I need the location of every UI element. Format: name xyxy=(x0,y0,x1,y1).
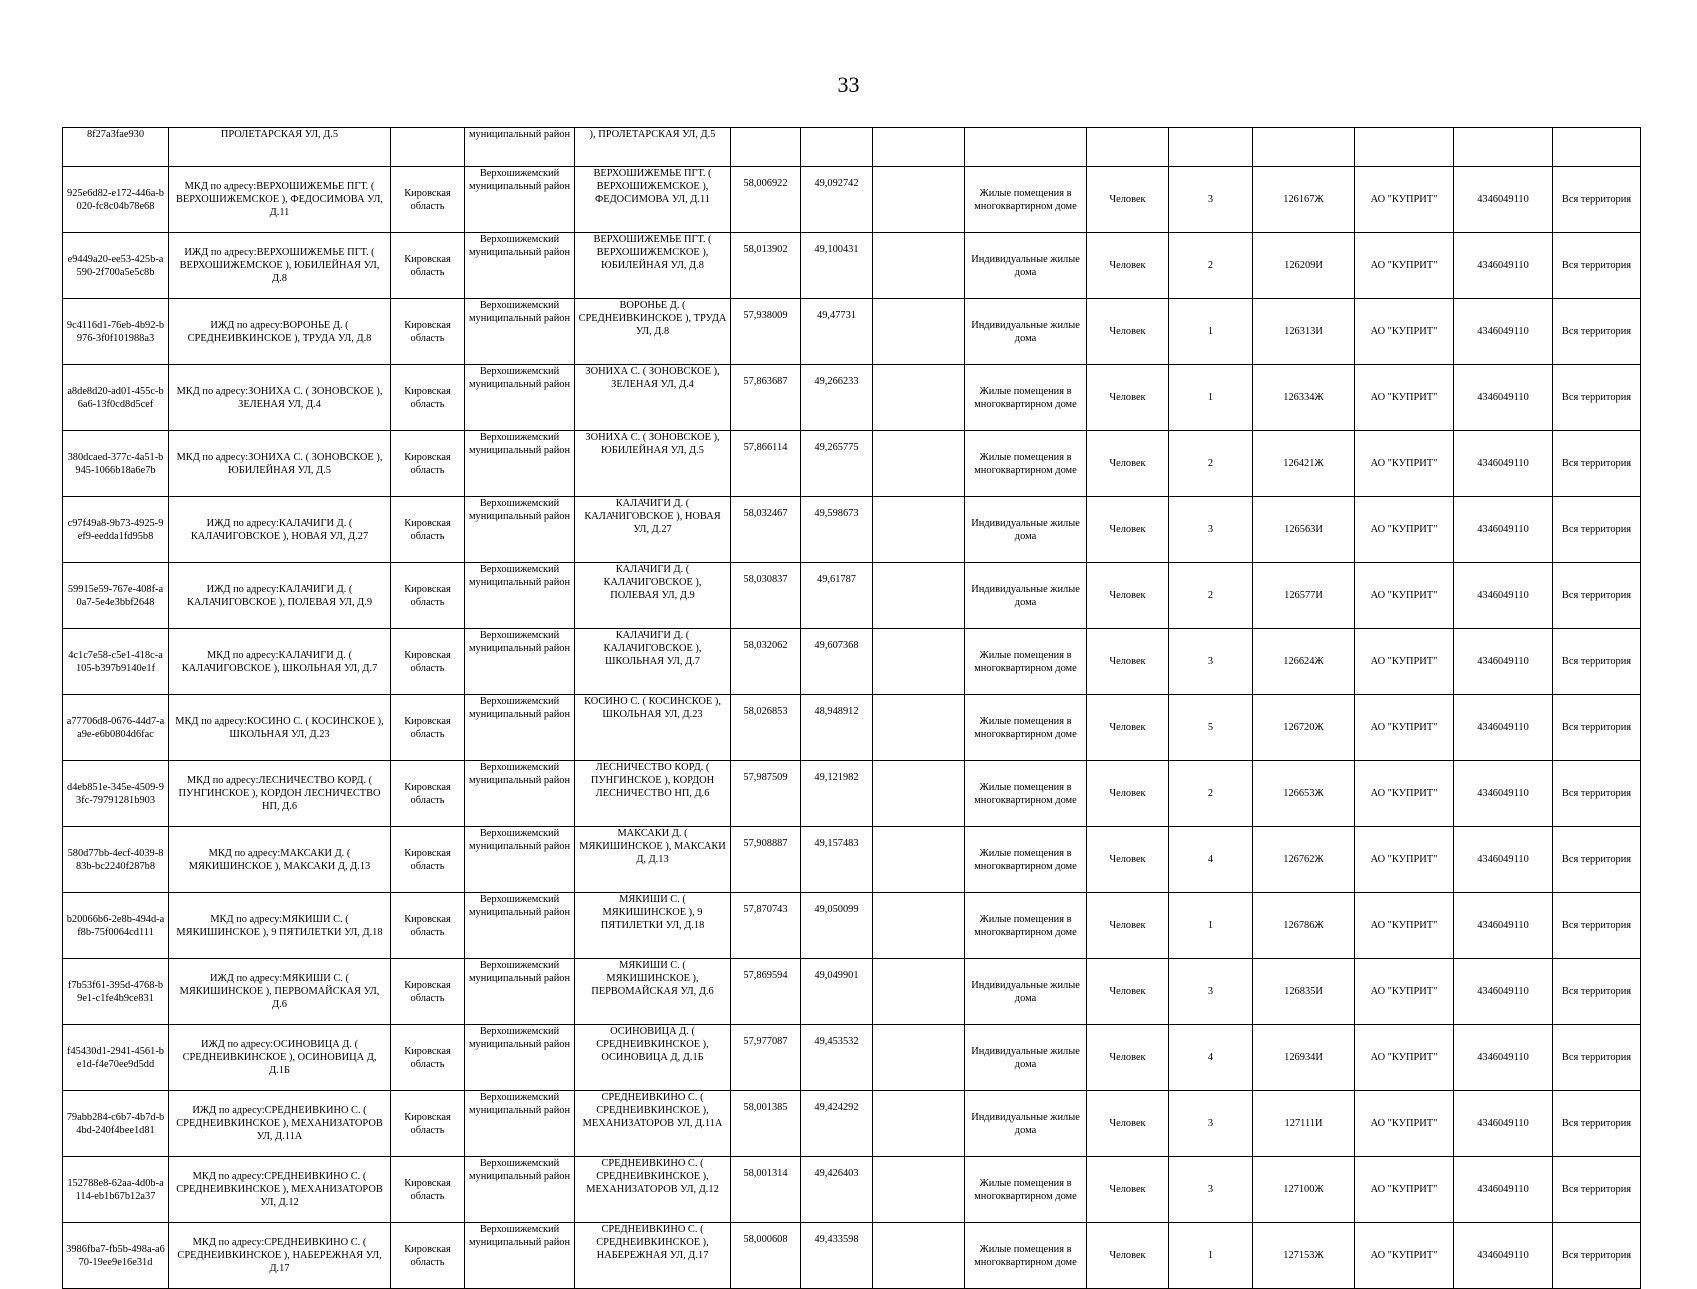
cell-territory xyxy=(1553,128,1641,167)
cell-unit: Человек xyxy=(1087,167,1169,233)
cell-object-id: e9449a20-ee53-425b-a590-2f700a5e5c8b xyxy=(63,233,169,299)
cell-object-id: f7b53f61-395d-4768-b9e1-c1fe4b9ce831 xyxy=(63,959,169,1025)
cell-latitude: 57,869594 xyxy=(731,959,801,1025)
cell-empty xyxy=(873,959,965,1025)
cell-unit: Человек xyxy=(1087,563,1169,629)
cell-address: ), ПРОЛЕТАРСКАЯ УЛ, Д.5 xyxy=(575,128,731,167)
cell-empty xyxy=(873,233,965,299)
table-row xyxy=(63,167,1641,233)
cell-inn: 4346049110 xyxy=(1454,431,1553,497)
cell-address: СРЕДНЕИВКИНО С. ( СРЕДНЕИВКИНСКОЕ ), МЕХАНИЗАТОРОВ УЛ, Д.12 xyxy=(575,1157,731,1223)
cell-code: 126835И xyxy=(1253,959,1355,1025)
cell-inn: 4346049110 xyxy=(1454,695,1553,761)
cell-territory: Вся территория xyxy=(1553,563,1641,629)
cell-housing-type: Индивидуальные жилые дома xyxy=(965,299,1087,365)
cell-code: 127111И xyxy=(1253,1091,1355,1157)
page-number: 33 xyxy=(837,72,860,97)
cell-object-name: ИЖД по адресу:МЯКИШИ С. ( МЯКИШИНСКОЕ ), ПЕРВОМАЙСКАЯ УЛ, Д.6 xyxy=(169,959,391,1025)
cell-unit: Человек xyxy=(1087,365,1169,431)
cell-code: 126762Ж xyxy=(1253,827,1355,893)
cell-empty xyxy=(873,563,965,629)
cell-organization: АО "КУПРИТ" xyxy=(1355,959,1454,1025)
cell-region: Кировская область xyxy=(391,167,465,233)
cell-object-id: 59915e59-767e-408f-a0a7-5e4e3bbf2648 xyxy=(63,563,169,629)
registry-table xyxy=(62,127,1641,1289)
cell-district: Верхошижемский муниципальный район xyxy=(465,959,575,1025)
cell-longitude: 49,598673 xyxy=(801,497,873,563)
cell-object-name: ИЖД по адресу:ВОРОНЬЕ Д. ( СРЕДНЕИВКИНСКОЕ ), ТРУДА УЛ, Д.8 xyxy=(169,299,391,365)
cell-territory: Вся территория xyxy=(1553,1157,1641,1223)
cell-region: Кировская область xyxy=(391,563,465,629)
cell-housing-type: Индивидуальные жилые дома xyxy=(965,497,1087,563)
cell-district: Верхошижемский муниципальный район xyxy=(465,233,575,299)
cell-code: 126720Ж xyxy=(1253,695,1355,761)
cell-longitude xyxy=(801,128,873,167)
cell-housing-type: Жилые помещения в многоквартирном доме xyxy=(965,1223,1087,1289)
cell-district: Верхошижемский муниципальный район xyxy=(465,497,575,563)
cell-organization: АО "КУПРИТ" xyxy=(1355,695,1454,761)
cell-inn: 4346049110 xyxy=(1454,1223,1553,1289)
cell-object-id: 3986fba7-fb5b-498a-a670-19ee9e16e31d xyxy=(63,1223,169,1289)
cell-inn: 4346049110 xyxy=(1454,563,1553,629)
cell-territory: Вся территория xyxy=(1553,1025,1641,1091)
cell-unit: Человек xyxy=(1087,893,1169,959)
cell-empty xyxy=(873,1157,965,1223)
cell-code: 126563И xyxy=(1253,497,1355,563)
cell-region: Кировская область xyxy=(391,1223,465,1289)
cell-object-name: МКД по адресу:МАКСАКИ Д. ( МЯКИШИНСКОЕ ), МАКСАКИ Д, Д.13 xyxy=(169,827,391,893)
table-row xyxy=(63,827,1641,893)
cell-inn: 4346049110 xyxy=(1454,299,1553,365)
cell-code: 126653Ж xyxy=(1253,761,1355,827)
cell-code: 126209И xyxy=(1253,233,1355,299)
cell-empty xyxy=(873,128,965,167)
cell-address: ВОРОНЬЕ Д. ( СРЕДНЕИВКИНСКОЕ ), ТРУДА УЛ, Д.8 xyxy=(575,299,731,365)
cell-inn: 4346049110 xyxy=(1454,959,1553,1025)
cell-housing-type: Жилые помещения в многоквартирном доме xyxy=(965,167,1087,233)
cell-latitude: 58,030837 xyxy=(731,563,801,629)
cell-district: Верхошижемский муниципальный район xyxy=(465,1091,575,1157)
cell-district: Верхошижемский муниципальный район xyxy=(465,365,575,431)
cell-latitude: 58,001314 xyxy=(731,1157,801,1223)
cell-housing-type: Жилые помещения в многоквартирном доме xyxy=(965,761,1087,827)
cell-quantity: 1 xyxy=(1169,1223,1253,1289)
table-row xyxy=(63,128,1641,167)
cell-quantity: 2 xyxy=(1169,233,1253,299)
cell-district: Верхошижемский муниципальный район xyxy=(465,299,575,365)
cell-district: Верхошижемский муниципальный район xyxy=(465,761,575,827)
cell-code: 126313И xyxy=(1253,299,1355,365)
cell-unit: Человек xyxy=(1087,299,1169,365)
cell-object-id: 152788e8-62aa-4d0b-a114-eb1b67b12a37 xyxy=(63,1157,169,1223)
cell-organization: АО "КУПРИТ" xyxy=(1355,1223,1454,1289)
cell-region: Кировская область xyxy=(391,299,465,365)
cell-housing-type xyxy=(965,128,1087,167)
cell-object-id: 380dcaed-377c-4a51-b945-1066b18a6e7b xyxy=(63,431,169,497)
cell-housing-type: Индивидуальные жилые дома xyxy=(965,1091,1087,1157)
cell-region: Кировская область xyxy=(391,1157,465,1223)
cell-unit: Человек xyxy=(1087,827,1169,893)
cell-address: ВЕРХОШИЖЕМЬЕ ПГТ. ( ВЕРХОШИЖЕМСКОЕ ), ФЕДОСИМОВА УЛ, Д.11 xyxy=(575,167,731,233)
cell-region: Кировская область xyxy=(391,431,465,497)
cell-latitude: 58,032467 xyxy=(731,497,801,563)
cell-district: Верхошижемский муниципальный район xyxy=(465,893,575,959)
cell-latitude xyxy=(731,128,801,167)
table-row xyxy=(63,695,1641,761)
cell-object-name: МКД по адресу:СРЕДНЕИВКИНО С. ( СРЕДНЕИВКИНСКОЕ ), МЕХАНИЗАТОРОВ УЛ, Д.12 xyxy=(169,1157,391,1223)
cell-code: 126624Ж xyxy=(1253,629,1355,695)
cell-object-id: 79abb284-c6b7-4b7d-b4bd-240f4bee1d81 xyxy=(63,1091,169,1157)
table-row xyxy=(63,1157,1641,1223)
cell-address: МАКСАКИ Д. ( МЯКИШИНСКОЕ ), МАКСАКИ Д, Д.13 xyxy=(575,827,731,893)
cell-address: СРЕДНЕИВКИНО С. ( СРЕДНЕИВКИНСКОЕ ), МЕХАНИЗАТОРОВ УЛ, Д.11А xyxy=(575,1091,731,1157)
cell-longitude: 49,453532 xyxy=(801,1025,873,1091)
cell-organization: АО "КУПРИТ" xyxy=(1355,761,1454,827)
cell-district: Верхошижемский муниципальный район xyxy=(465,629,575,695)
cell-code xyxy=(1253,128,1355,167)
cell-housing-type: Индивидуальные жилые дома xyxy=(965,959,1087,1025)
cell-address: ОСИНОВИЦА Д. ( СРЕДНЕИВКИНСКОЕ ), ОСИНОВИЦА Д, Д.1Б xyxy=(575,1025,731,1091)
cell-district: Верхошижемский муниципальный район xyxy=(465,563,575,629)
cell-object-name: ИЖД по адресу:ОСИНОВИЦА Д. ( СРЕДНЕИВКИНСКОЕ ), ОСИНОВИЦА Д, Д.1Б xyxy=(169,1025,391,1091)
cell-empty xyxy=(873,893,965,959)
cell-region: Кировская область xyxy=(391,1025,465,1091)
table-row xyxy=(63,233,1641,299)
cell-territory: Вся территория xyxy=(1553,299,1641,365)
cell-territory: Вся территория xyxy=(1553,959,1641,1025)
cell-longitude: 49,265775 xyxy=(801,431,873,497)
cell-latitude: 58,013902 xyxy=(731,233,801,299)
cell-longitude: 49,433598 xyxy=(801,1223,873,1289)
cell-region: Кировская область xyxy=(391,827,465,893)
cell-district: Верхошижемский муниципальный район xyxy=(465,827,575,893)
cell-empty xyxy=(873,1025,965,1091)
cell-unit: Человек xyxy=(1087,1025,1169,1091)
cell-latitude: 57,863687 xyxy=(731,365,801,431)
cell-object-name: ПРОЛЕТАРСКАЯ УЛ, Д.5 xyxy=(169,128,391,167)
cell-unit: Человек xyxy=(1087,1223,1169,1289)
cell-inn: 4346049110 xyxy=(1454,167,1553,233)
cell-unit: Человек xyxy=(1087,431,1169,497)
cell-latitude: 58,026853 xyxy=(731,695,801,761)
table-row xyxy=(63,1025,1641,1091)
cell-housing-type: Жилые помещения в многоквартирном доме xyxy=(965,827,1087,893)
cell-district: Верхошижемский муниципальный район xyxy=(465,695,575,761)
cell-housing-type: Жилые помещения в многоквартирном доме xyxy=(965,695,1087,761)
cell-territory: Вся территория xyxy=(1553,893,1641,959)
cell-region: Кировская область xyxy=(391,497,465,563)
cell-unit: Человек xyxy=(1087,959,1169,1025)
table-body xyxy=(63,128,1641,1289)
cell-housing-type: Индивидуальные жилые дома xyxy=(965,233,1087,299)
cell-organization: АО "КУПРИТ" xyxy=(1355,233,1454,299)
cell-address: ЛЕСНИЧЕСТВО КОРД. ( ПУНГИНСКОЕ ), КОРДОН ЛЕСНИЧЕСТВО НП, Д.6 xyxy=(575,761,731,827)
cell-territory: Вся территория xyxy=(1553,167,1641,233)
cell-organization: АО "КУПРИТ" xyxy=(1355,629,1454,695)
cell-object-name: МКД по адресу:МЯКИШИ С. ( МЯКИШИНСКОЕ ), 9 ПЯТИЛЕТКИ УЛ, Д.18 xyxy=(169,893,391,959)
cell-address: ЗОНИХА С. ( ЗОНОВСКОЕ ), ЮБИЛЕЙНАЯ УЛ, Д.5 xyxy=(575,431,731,497)
cell-quantity: 3 xyxy=(1169,1091,1253,1157)
cell-object-name: МКД по адресу:КОСИНО С. ( КОСИНСКОЕ ), ШКОЛЬНАЯ УЛ, Д.23 xyxy=(169,695,391,761)
cell-territory: Вся территория xyxy=(1553,827,1641,893)
cell-region: Кировская область xyxy=(391,893,465,959)
cell-quantity: 5 xyxy=(1169,695,1253,761)
cell-inn xyxy=(1454,128,1553,167)
cell-inn: 4346049110 xyxy=(1454,827,1553,893)
cell-latitude: 58,000608 xyxy=(731,1223,801,1289)
cell-object-name: ИЖД по адресу:ВЕРХОШИЖЕМЬЕ ПГТ. ( ВЕРХОШИЖЕМСКОЕ ), ЮБИЛЕЙНАЯ УЛ, Д.8 xyxy=(169,233,391,299)
cell-object-id: c97f49a8-9b73-4925-9ef9-eedda1fd95b8 xyxy=(63,497,169,563)
cell-housing-type: Индивидуальные жилые дома xyxy=(965,1025,1087,1091)
cell-empty xyxy=(873,299,965,365)
cell-organization: АО "КУПРИТ" xyxy=(1355,827,1454,893)
cell-quantity: 4 xyxy=(1169,827,1253,893)
cell-region xyxy=(391,128,465,167)
table-row xyxy=(63,1223,1641,1289)
cell-inn: 4346049110 xyxy=(1454,1091,1553,1157)
cell-latitude: 57,866114 xyxy=(731,431,801,497)
cell-district: Верхошижемский муниципальный район xyxy=(465,167,575,233)
cell-quantity: 2 xyxy=(1169,563,1253,629)
cell-empty xyxy=(873,1223,965,1289)
cell-longitude: 48,948912 xyxy=(801,695,873,761)
table-row xyxy=(63,431,1641,497)
cell-quantity: 3 xyxy=(1169,1157,1253,1223)
cell-inn: 4346049110 xyxy=(1454,233,1553,299)
cell-inn: 4346049110 xyxy=(1454,893,1553,959)
cell-unit: Человек xyxy=(1087,761,1169,827)
cell-territory: Вся территория xyxy=(1553,497,1641,563)
cell-territory: Вся территория xyxy=(1553,629,1641,695)
cell-empty xyxy=(873,497,965,563)
cell-code: 126421Ж xyxy=(1253,431,1355,497)
cell-unit: Человек xyxy=(1087,233,1169,299)
cell-inn: 4346049110 xyxy=(1454,1157,1553,1223)
cell-address: КАЛАЧИГИ Д. ( КАЛАЧИГОВСКОЕ ), НОВАЯ УЛ, Д.27 xyxy=(575,497,731,563)
cell-longitude: 49,157483 xyxy=(801,827,873,893)
cell-organization xyxy=(1355,128,1454,167)
cell-region: Кировская область xyxy=(391,1091,465,1157)
cell-organization: АО "КУПРИТ" xyxy=(1355,431,1454,497)
cell-longitude: 49,049901 xyxy=(801,959,873,1025)
cell-quantity: 2 xyxy=(1169,761,1253,827)
cell-object-name: МКД по адресу:ЗОНИХА С. ( ЗОНОВСКОЕ ), ЗЕЛЕНАЯ УЛ, Д.4 xyxy=(169,365,391,431)
cell-empty xyxy=(873,431,965,497)
cell-latitude: 58,001385 xyxy=(731,1091,801,1157)
cell-longitude: 49,092742 xyxy=(801,167,873,233)
cell-address: КАЛАЧИГИ Д. ( КАЛАЧИГОВСКОЕ ), ПОЛЕВАЯ УЛ, Д.9 xyxy=(575,563,731,629)
cell-longitude: 49,100431 xyxy=(801,233,873,299)
cell-territory: Вся территория xyxy=(1553,233,1641,299)
cell-district: Верхошижемский муниципальный район xyxy=(465,1223,575,1289)
cell-object-name: ИЖД по адресу:КАЛАЧИГИ Д. ( КАЛАЧИГОВСКОЕ ), ПОЛЕВАЯ УЛ, Д.9 xyxy=(169,563,391,629)
cell-latitude: 57,987509 xyxy=(731,761,801,827)
cell-address: ВЕРХОШИЖЕМЬЕ ПГТ. ( ВЕРХОШИЖЕМСКОЕ ), ЮБИЛЕЙНАЯ УЛ, Д.8 xyxy=(575,233,731,299)
cell-unit: Человек xyxy=(1087,497,1169,563)
cell-territory: Вся территория xyxy=(1553,1091,1641,1157)
cell-object-id: a8de8d20-ad01-455c-b6a6-13f0cd8d5cef xyxy=(63,365,169,431)
cell-longitude: 49,266233 xyxy=(801,365,873,431)
cell-quantity: 3 xyxy=(1169,167,1253,233)
cell-quantity: 1 xyxy=(1169,299,1253,365)
cell-empty xyxy=(873,761,965,827)
cell-housing-type: Индивидуальные жилые дома xyxy=(965,563,1087,629)
cell-housing-type: Жилые помещения в многоквартирном доме xyxy=(965,893,1087,959)
cell-object-id: 8f27a3fae930 xyxy=(63,128,169,167)
cell-region: Кировская область xyxy=(391,365,465,431)
cell-empty xyxy=(873,365,965,431)
cell-object-name: МКД по адресу:СРЕДНЕИВКИНО С. ( СРЕДНЕИВКИНСКОЕ ), НАБЕРЕЖНАЯ УЛ, Д.17 xyxy=(169,1223,391,1289)
cell-object-id: 4c1c7e58-c5e1-418c-a105-b397b9140e1f xyxy=(63,629,169,695)
table-row xyxy=(63,563,1641,629)
cell-address: МЯКИШИ С. ( МЯКИШИНСКОЕ ), 9 ПЯТИЛЕТКИ УЛ, Д.18 xyxy=(575,893,731,959)
cell-territory: Вся территория xyxy=(1553,761,1641,827)
cell-organization: АО "КУПРИТ" xyxy=(1355,299,1454,365)
cell-longitude: 49,426403 xyxy=(801,1157,873,1223)
cell-object-id: 580d77bb-4ecf-4039-883b-bc2240f287b8 xyxy=(63,827,169,893)
cell-unit: Человек xyxy=(1087,1157,1169,1223)
cell-inn: 4346049110 xyxy=(1454,629,1553,695)
cell-object-name: ИЖД по адресу:СРЕДНЕИВКИНО С. ( СРЕДНЕИВКИНСКОЕ ), МЕХАНИЗАТОРОВ УЛ, Д.11А xyxy=(169,1091,391,1157)
cell-organization: АО "КУПРИТ" xyxy=(1355,497,1454,563)
cell-territory: Вся территория xyxy=(1553,1223,1641,1289)
cell-region: Кировская область xyxy=(391,233,465,299)
cell-object-id: d4eb851e-345e-4509-93fc-79791281b903 xyxy=(63,761,169,827)
cell-organization: АО "КУПРИТ" xyxy=(1355,365,1454,431)
cell-district: Верхошижемский муниципальный район xyxy=(465,431,575,497)
cell-longitude: 49,607368 xyxy=(801,629,873,695)
cell-code: 126786Ж xyxy=(1253,893,1355,959)
cell-address: СРЕДНЕИВКИНО С. ( СРЕДНЕИВКИНСКОЕ ), НАБЕРЕЖНАЯ УЛ, Д.17 xyxy=(575,1223,731,1289)
cell-organization: АО "КУПРИТ" xyxy=(1355,563,1454,629)
cell-empty xyxy=(873,629,965,695)
cell-latitude: 57,908887 xyxy=(731,827,801,893)
cell-object-name: МКД по адресу:ЛЕСНИЧЕСТВО КОРД. ( ПУНГИНСКОЕ ), КОРДОН ЛЕСНИЧЕСТВО НП, Д.6 xyxy=(169,761,391,827)
cell-empty xyxy=(873,695,965,761)
cell-object-name: МКД по адресу:КАЛАЧИГИ Д. ( КАЛАЧИГОВСКОЕ ), ШКОЛЬНАЯ УЛ, Д.7 xyxy=(169,629,391,695)
cell-code: 126167Ж xyxy=(1253,167,1355,233)
cell-district: Верхошижемский муниципальный район xyxy=(465,1025,575,1091)
cell-quantity: 1 xyxy=(1169,365,1253,431)
table-row xyxy=(63,497,1641,563)
cell-district: Верхошижемский муниципальный район xyxy=(465,1157,575,1223)
cell-housing-type: Жилые помещения в многоквартирном доме xyxy=(965,431,1087,497)
table-row xyxy=(63,299,1641,365)
cell-organization: АО "КУПРИТ" xyxy=(1355,1025,1454,1091)
cell-longitude: 49,47731 xyxy=(801,299,873,365)
cell-longitude: 49,121982 xyxy=(801,761,873,827)
cell-quantity: 3 xyxy=(1169,959,1253,1025)
cell-housing-type: Жилые помещения в многоквартирном доме xyxy=(965,629,1087,695)
cell-longitude: 49,61787 xyxy=(801,563,873,629)
cell-quantity: 4 xyxy=(1169,1025,1253,1091)
table-row xyxy=(63,365,1641,431)
cell-unit: Человек xyxy=(1087,695,1169,761)
cell-region: Кировская область xyxy=(391,761,465,827)
cell-organization: АО "КУПРИТ" xyxy=(1355,1157,1454,1223)
cell-code: 126334Ж xyxy=(1253,365,1355,431)
cell-region: Кировская область xyxy=(391,959,465,1025)
cell-address: КОСИНО С. ( КОСИНСКОЕ ), ШКОЛЬНАЯ УЛ, Д.23 xyxy=(575,695,731,761)
cell-object-id: 925e6d82-e172-446a-b020-fc8c04b78e68 xyxy=(63,167,169,233)
cell-territory: Вся территория xyxy=(1553,365,1641,431)
cell-address: ЗОНИХА С. ( ЗОНОВСКОЕ ), ЗЕЛЕНАЯ УЛ, Д.4 xyxy=(575,365,731,431)
cell-organization: АО "КУПРИТ" xyxy=(1355,167,1454,233)
cell-latitude: 57,870743 xyxy=(731,893,801,959)
cell-inn: 4346049110 xyxy=(1454,497,1553,563)
cell-object-id: 9c4116d1-76eb-4b92-b976-3f0f101988a3 xyxy=(63,299,169,365)
cell-region: Кировская область xyxy=(391,629,465,695)
cell-empty xyxy=(873,1091,965,1157)
cell-latitude: 57,938009 xyxy=(731,299,801,365)
cell-code: 126934И xyxy=(1253,1025,1355,1091)
cell-organization: АО "КУПРИТ" xyxy=(1355,1091,1454,1157)
cell-district: муниципальный район xyxy=(465,128,575,167)
cell-code: 127153Ж xyxy=(1253,1223,1355,1289)
cell-region: Кировская область xyxy=(391,695,465,761)
cell-quantity xyxy=(1169,128,1253,167)
cell-unit: Человек xyxy=(1087,1091,1169,1157)
cell-latitude: 58,032062 xyxy=(731,629,801,695)
cell-territory: Вся территория xyxy=(1553,431,1641,497)
cell-unit xyxy=(1087,128,1169,167)
cell-latitude: 58,006922 xyxy=(731,167,801,233)
table-row xyxy=(63,959,1641,1025)
table-row xyxy=(63,1091,1641,1157)
cell-object-name: ИЖД по адресу:КАЛАЧИГИ Д. ( КАЛАЧИГОВСКОЕ ), НОВАЯ УЛ, Д.27 xyxy=(169,497,391,563)
cell-empty xyxy=(873,167,965,233)
cell-unit: Человек xyxy=(1087,629,1169,695)
cell-quantity: 3 xyxy=(1169,629,1253,695)
cell-address: МЯКИШИ С. ( МЯКИШИНСКОЕ ), ПЕРВОМАЙСКАЯ УЛ, Д.6 xyxy=(575,959,731,1025)
cell-object-name: МКД по адресу:ВЕРХОШИЖЕМЬЕ ПГТ. ( ВЕРХОШИЖЕМСКОЕ ), ФЕДОСИМОВА УЛ, Д.11 xyxy=(169,167,391,233)
cell-object-name: МКД по адресу:ЗОНИХА С. ( ЗОНОВСКОЕ ), ЮБИЛЕЙНАЯ УЛ, Д.5 xyxy=(169,431,391,497)
table-row xyxy=(63,629,1641,695)
cell-inn: 4346049110 xyxy=(1454,1025,1553,1091)
cell-code: 126577И xyxy=(1253,563,1355,629)
cell-inn: 4346049110 xyxy=(1454,365,1553,431)
cell-housing-type: Жилые помещения в многоквартирном доме xyxy=(965,365,1087,431)
cell-empty xyxy=(873,827,965,893)
cell-housing-type: Жилые помещения в многоквартирном доме xyxy=(965,1157,1087,1223)
cell-code: 127100Ж xyxy=(1253,1157,1355,1223)
table-row xyxy=(63,761,1641,827)
cell-address: КАЛАЧИГИ Д. ( КАЛАЧИГОВСКОЕ ), ШКОЛЬНАЯ УЛ, Д.7 xyxy=(575,629,731,695)
cell-longitude: 49,424292 xyxy=(801,1091,873,1157)
cell-latitude: 57,977087 xyxy=(731,1025,801,1091)
cell-quantity: 1 xyxy=(1169,893,1253,959)
cell-territory: Вся территория xyxy=(1553,695,1641,761)
cell-longitude: 49,050099 xyxy=(801,893,873,959)
cell-object-id: b20066b6-2e8b-494d-af8b-75f0064cd111 xyxy=(63,893,169,959)
cell-quantity: 2 xyxy=(1169,431,1253,497)
cell-inn: 4346049110 xyxy=(1454,761,1553,827)
cell-object-id: a77706d8-0676-44d7-aa9e-e6b0804d6fac xyxy=(63,695,169,761)
cell-quantity: 3 xyxy=(1169,497,1253,563)
cell-organization: АО "КУПРИТ" xyxy=(1355,893,1454,959)
cell-object-id: f45430d1-2941-4561-be1d-f4e70ee9d5dd xyxy=(63,1025,169,1091)
table-row xyxy=(63,893,1641,959)
